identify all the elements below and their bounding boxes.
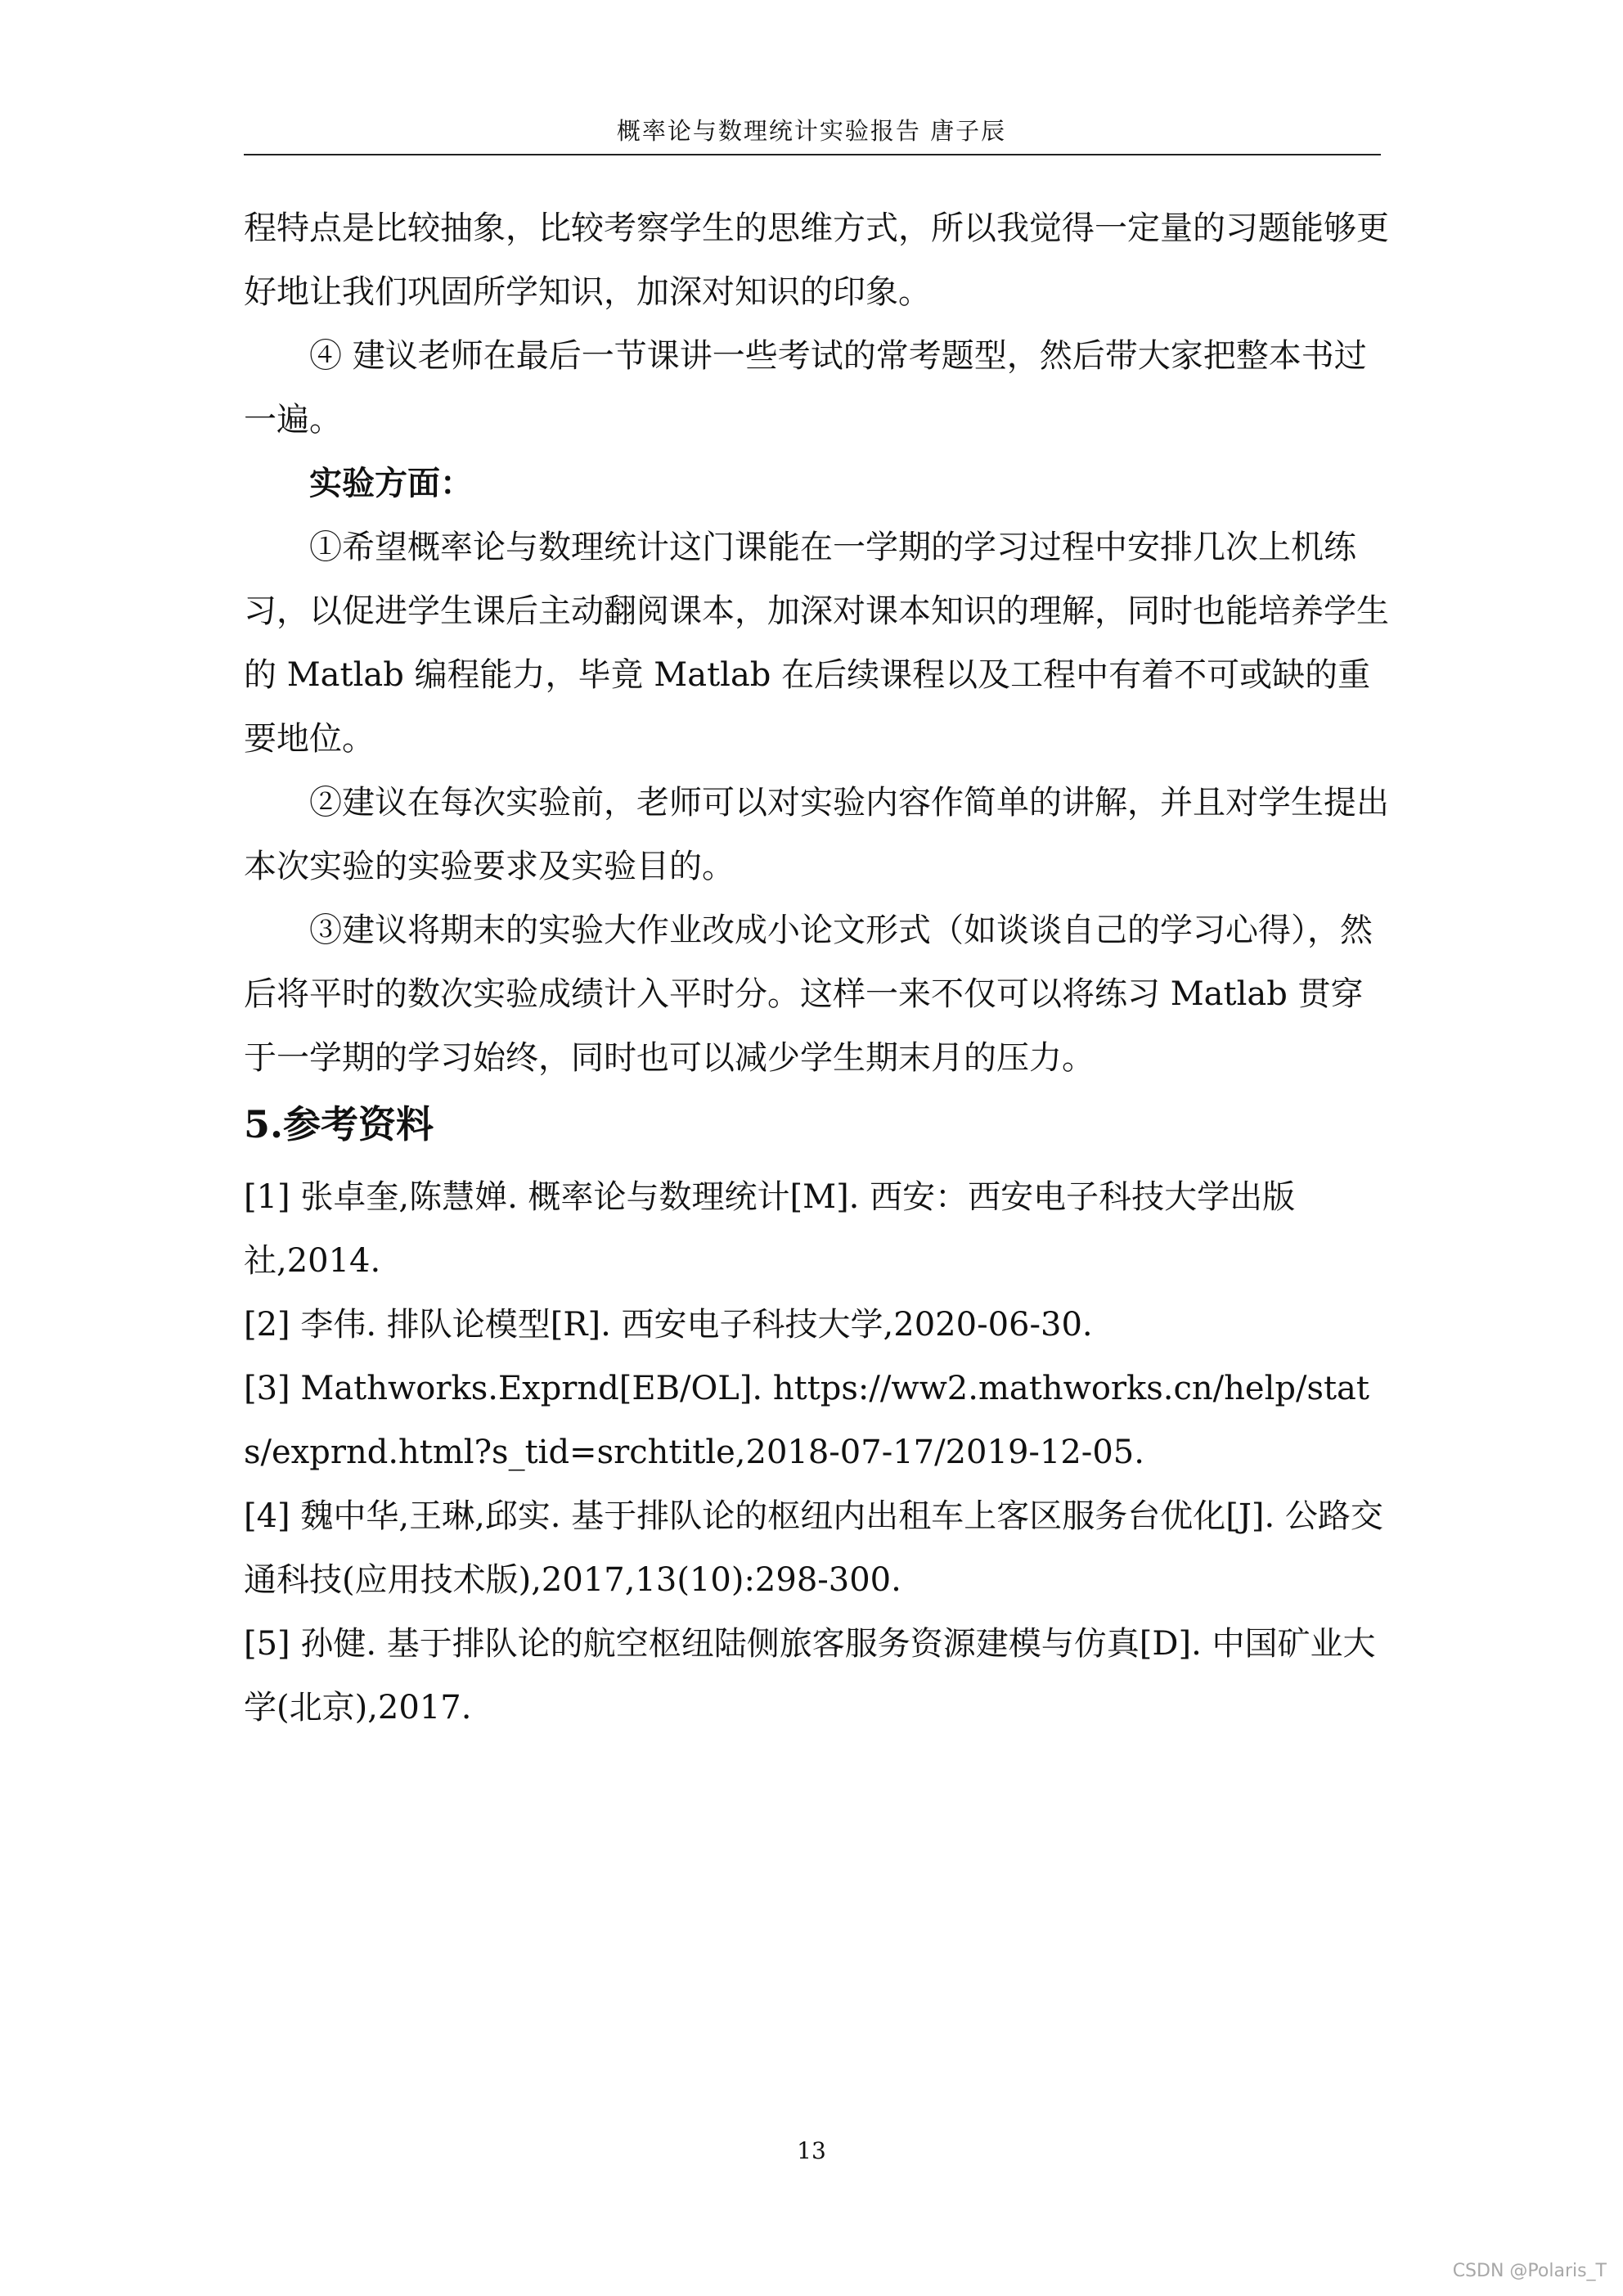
reference-item-3: [3] Mathworks.Exprnd[EB/OL]. https://ww2.mathworks.cn/help/stats/exprnd.html?s_tid=srchtitle,2018-07-17/2019-12-05. (244, 1370, 1369, 1471)
paragraph-continuation: 程特点是比较抽象，比较考察学生的思维方式，所以我觉得一定量的习题能够更好地让我们巩固所学知识，加深对知识的印象。 (244, 209, 1389, 311)
page-content (244, 196, 1389, 1740)
reference-item-5: [5] 孙健. 基于排队论的航空枢纽陆侧旅客服务资源建模与仿真[D]. 中国矿业大学(北京),2017. (244, 1625, 1376, 1727)
experiment-item-1: ①希望概率论与数理统计这门课能在一学期的学习过程中安排几次上机练习，以促进学生课后主动翻阅课本，加深对课本知识的理解，同时也能培养学生的 Matlab 编程能力，毕竟 Matlab 在后续课程以及工程中有着不可或缺的重要地位。 (244, 529, 1389, 758)
reference-item-1: [1] 张卓奎,陈慧婵. 概率论与数理统计[M]. 西安：西安电子科技大学出版社,2014. (244, 1178, 1296, 1280)
reference-item-4: [4] 魏中华,王琳,邱实. 基于排队论的枢纽内出租车上客区服务台优化[J]. 公路交通科技(应用技术版),2017,13(10):298-300. (244, 1497, 1383, 1599)
reference-item-2: [2] 李伟. 排队论模型[R]. 西安电子科技大学,2020-06-30. (244, 1306, 1093, 1344)
page-header: 概率论与数理统计实验报告 唐子辰 (616, 117, 1007, 145)
experiment-item-2: ②建议在每次实验前，老师可以对实验内容作简单的讲解，并且对学生提出本次实验的实验要求及实验目的。 (244, 784, 1389, 885)
references-title: 5.参考资料 (244, 1102, 434, 1146)
experiment-item-3: ③建议将期末的实验大作业改成小论文形式（如谈谈自己的学习心得），然后将平时的数次实验成绩计入平时分。这样一来不仅可以将练习 Matlab 贯穿于一学期的学习始终，同时也可以减少学生期末月的压力。 (244, 912, 1373, 1077)
paragraph-suggestion-4: ④ 建议老师在最后一节课讲一些考试的常考题型，然后带大家把整本书过一遍。 (244, 337, 1367, 439)
experiment-heading: 实验方面： (309, 464, 473, 502)
watermark: CSDN @Polaris_T (1452, 2261, 1607, 2281)
page-number: 13 (797, 2137, 826, 2164)
header-rule (244, 154, 1381, 155)
